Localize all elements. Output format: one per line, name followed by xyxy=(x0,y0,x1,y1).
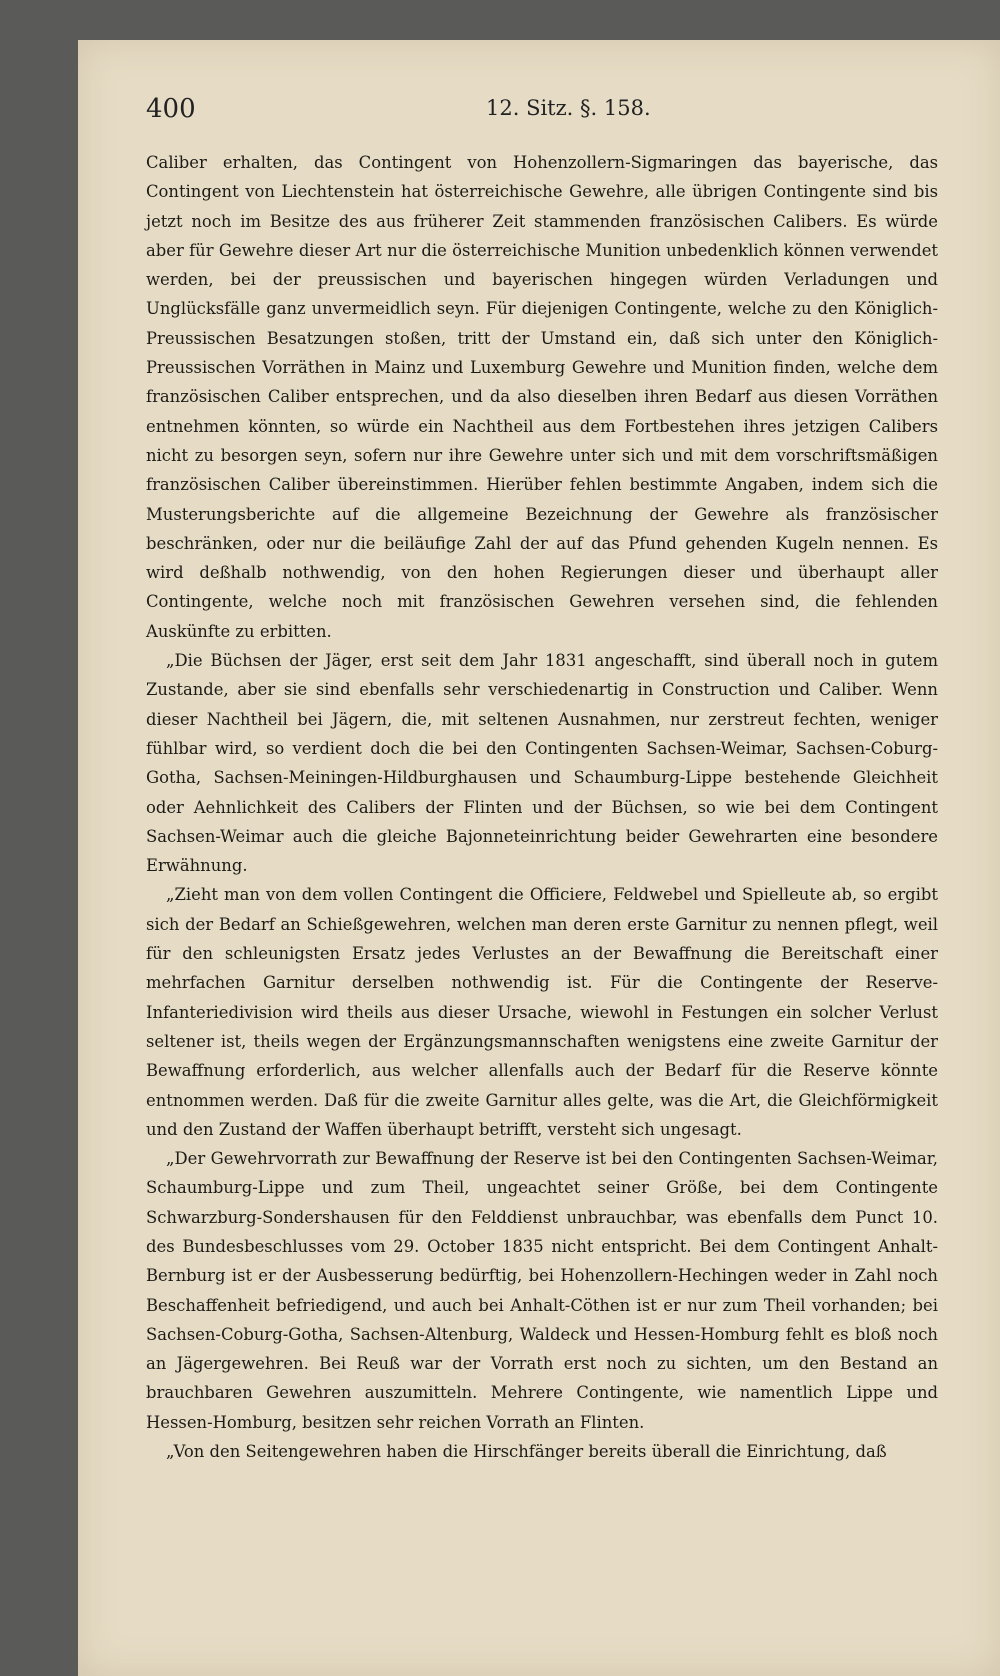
running-head: 12. Sitz. §. 158. xyxy=(486,96,651,120)
page-number: 400 xyxy=(146,94,196,124)
paragraph: „Der Gewehrvorrath zur Bewaffnung der Reserve ist bei den Contingenten Sachsen-Weimar, Schaumburg-Lippe und zum Theil, ungeachtet seiner Größe, bei dem Contingente Schwarzburg-Sondershausen für den Felddienst unbrauchbar, was ebenfalls dem Punct 10. des Bundesbeschlusses vom 29. October 1835 nicht entspricht. Bei dem Contingent Anhalt-Bernburg ist er der Ausbesserung bedürftig, bei Hohenzollern-Hechingen weder in Zahl noch Beschaffenheit befriedigend, und auch bei Anhalt-Cöthen ist er nur zum Theil vorhanden; bei Sachsen-Coburg-Gotha, Sachsen-Altenburg, Waldeck und Hessen-Homburg fehlt es bloß noch an Jägergewehren. Bei Reuß war der Vorrath erst noch zu sichten, um den Bestand an brauchbaren Gewehren auszumitteln. Mehrere Contingente, wie namentlich Lippe und Hessen-Homburg, besitzen sehr reichen Vorrath an Flinten. xyxy=(146,1149,938,1432)
paragraph: Caliber erhalten, das Contingent von Hohenzollern-Sigmaringen das bayerische, das Contingent von Liechtenstein hat österreichische Gewehre, alle übrigen Contingente sind bis jetzt noch im Besitze des aus früherer Zeit stammenden französischen Calibers. Es würde aber für Gewehre dieser Art nur die österreichische Munition unbedenklich können verwendet werden, bei der preussischen und bayerischen hingegen würden Verladungen und Unglücksfälle ganz unvermeidlich seyn. Für diejenigen Contingente, welche zu den Königlich-Preussischen Besatzungen stoßen, tritt der Umstand ein, daß sich unter den Königlich-Preussischen Vorräthen in Mainz und Luxemburg Gewehre und Munition finden, welche dem französischen Caliber entsprechen, und da also dieselben ihren Bedarf aus diesen Vorräthen entnehmen könnten, so würde ein Nachtheil aus dem Fortbestehen ihres jetzigen Calibers nicht zu besorgen seyn, sofern nur ihre Gewehre unter sich und mit dem vorschriftsmäßigen französischen Caliber übereinstimmen. Hierüber fehlen bestimmte Angaben, indem sich die Musterungsberichte auf die allgemeine Bezeichnung der Gewehre als französischer beschränken, oder nur die beiläufige Zahl der auf das Pfund gehenden Kugeln nennen. Es wird deßhalb nothwendig, von den hohen Regierungen dieser und überhaupt aller Contingente, welche noch mit französischen Gewehren versehen sind, die fehlenden Auskünfte zu erbitten. xyxy=(146,153,938,641)
paragraph: „Von den Seitengewehren haben die Hirschfänger bereits überall die Einrichtung, daß xyxy=(166,1442,887,1462)
paragraph: „Die Büchsen der Jäger, erst seit dem Jahr 1831 angeschafft, sind überall noch in gutem Zustande, aber sie sind ebenfalls sehr verschiedenartig in Construction und Caliber. Wenn dieser Nachtheil bei Jägern, die, mit seltenen Ausnahmen, nur zerstreut fechten, weniger fühlbar wird, so verdient doch die bei den Contingenten Sachsen-Weimar, Sachsen-Coburg-Gotha, Sachsen-Meiningen-Hildburghausen und Schaumburg-Lippe bestehende Gleichheit oder Aehnlichkeit des Calibers der Flinten und der Büchsen, so wie bei dem Contingent Sachsen-Weimar auch die gleiche Bajonneteinrichtung beider Gewehrarten eine besondere Erwähnung. xyxy=(146,651,938,876)
page-body xyxy=(146,148,938,1466)
book-page xyxy=(78,40,1000,1676)
paragraph: „Zieht man von dem vollen Contingent die Officiere, Feldwebel und Spielleute ab, so ergibt sich der Bedarf an Schießgewehren, welchen man deren erste Garnitur zu nennen pflegt, weil für den schleunigsten Ersatz jedes Verlustes an der Bewaffnung die Bereitschaft einer mehrfachen Garnitur derselben nothwendig ist. Für die Contingente der Reserve-Infanteriedivision wird theils aus dieser Ursache, wiewohl in Festungen ein solcher Verlust seltener ist, theils wegen der Ergänzungsmannschaften wenigstens eine zweite Garnitur der Bewaffnung erforderlich, aus welcher allenfalls auch der Bedarf für die Reserve könnte entnommen werden. Daß für die zweite Garnitur alles gelte, was die Art, die Gleichförmigkeit und den Zustand der Waffen überhaupt betrifft, versteht sich ungesagt. xyxy=(146,885,938,1139)
page-header xyxy=(146,94,946,130)
